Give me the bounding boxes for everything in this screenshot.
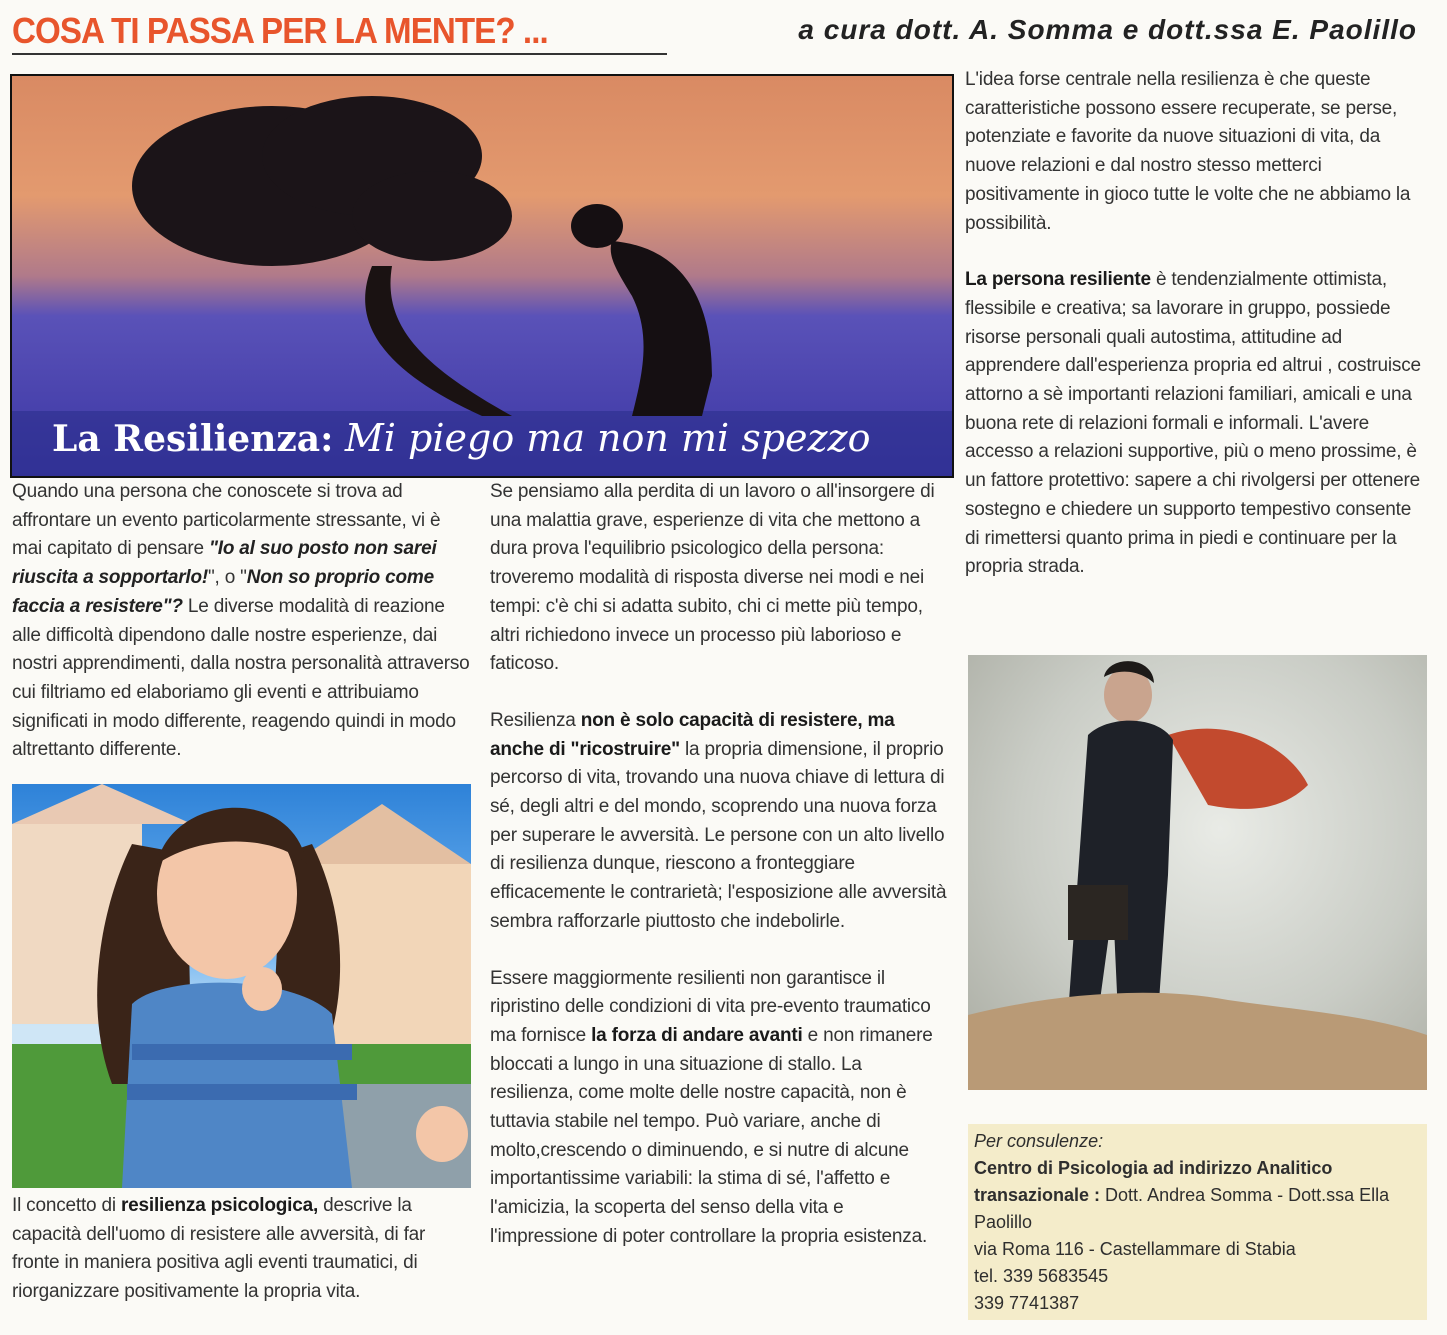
hero-title-subtitle: Mi piego ma non mi spezzo: [344, 416, 871, 460]
contact-phone-1: tel. 339 5683545: [974, 1266, 1109, 1286]
col1-p2-text-a: Il concetto di: [12, 1195, 121, 1216]
col1-p2-text-c: descrive la capacità dell'uomo di resistere alle avversità, di far fronte in maniera positiva agli eventi traumatici, di riorganizzare positivamente la propria vita.: [12, 1195, 426, 1303]
col1-p1-text-a: Quando una persona che conoscete si trova ad affrontare un evento particolarmente stressante, vi è mai capitato di pensare: [12, 481, 441, 560]
hero-image: [10, 74, 954, 478]
col1-p1-text-b: ", o ": [208, 567, 247, 589]
contact-center-name: Centro di Psicologia ad indirizzo Analitico transazionale :: [974, 1158, 1333, 1205]
col3-p2-text: è tendenzialmente ottimista, flessibile e creativa; sa lavorare in gruppo, possiede risorse personali quali autostima, attitudine ad apprendere dall'esperienza propria ed altrui , costruisce attorno a sè importanti relazioni familiari, amicali e una buona rete di relazioni formali e informali. L'avere accesso a relazioni supportive, più o meno prossime, è un fattore protettivo: sapere a chi rivolgersi per ottenere sostegno e chiedere un supporto tempestivo consente di rimettersi quanto prima in piedi e continuare per la propria strada.: [965, 269, 1421, 578]
contact-phone-2: 339 7741387: [974, 1293, 1080, 1313]
businessman-photo: [968, 655, 1427, 1090]
col3-p2-bold: La persona resiliente: [965, 269, 1151, 291]
col2-p3-bold: la forza di andare avanti: [591, 1024, 803, 1046]
col2-p2-bold: non è solo capacità di resistere, ma anche di "ricostruire": [490, 709, 895, 760]
column-3: [965, 66, 1427, 610]
col1-paragraph-1: [12, 478, 472, 765]
rubric-underline: [12, 53, 667, 55]
col2-p2-text-a: Resilienza: [490, 709, 581, 731]
hero-title-main: La Resilienza:: [52, 418, 334, 460]
column-2: [490, 478, 948, 1280]
col2-p3-text-a: Essere maggiormente resilienti non garantisce il ripristino delle condizioni di vita pre-evento traumatico ma fornisce: [490, 967, 931, 1046]
col1-paragraph-2: [12, 1192, 472, 1307]
section-rubric: COSA TI PASSA PER LA MENTE? ...: [12, 10, 548, 51]
col1-p1-quote-2: Non so proprio come faccia a resistere"?: [12, 567, 434, 617]
col2-p3-text-c: e non rimanere bloccati a lungo in una situazione di stallo. La resilienza, come molte delle nostre capacità, non è tuttavia stabile nel tempo. Può variare, anche di molto,crescendo o diminuendo, e si nutre di alcune importantissime variabili: la stima di sé, l'affetto e l'amicizia, la scoperta del senso della vita e l'impressione di poter controllare la propria esistenza.: [490, 1024, 933, 1247]
column-1-bottom: [12, 1192, 472, 1335]
col3-paragraph-1: L'idea forse centrale nella resilienza è che queste caratteristiche possono essere recuperate, se perse, potenziate e favorite da nuove situazioni di vita, da nuove relazioni e dal nostro stesso metterci positivamente in gioco tutte le volte che ne abbiamo la possibilità.: [965, 69, 1411, 234]
woman-illustration-scene: [12, 784, 471, 1188]
contact-box: [968, 1124, 1427, 1320]
woman-illustration: [12, 784, 471, 1188]
article-byline: a cura dott. A. Somma e dott.ssa E. Paolillo: [798, 14, 1417, 45]
col2-paragraph-3: [490, 965, 948, 1252]
col3-paragraph-2: [965, 266, 1427, 582]
col1-p2-bold: resilienza psicologica,: [120, 1195, 319, 1216]
contact-center: [974, 1155, 1421, 1236]
businessman-scene: [968, 655, 1427, 1090]
col1-p1-text-c: Le diverse modalità di reazione alle difficoltà dipendono dalle nostre esperienze, dai nostri apprendimenti, dalla nostra personalità attraverso cui filtriamo ed elaboriamo gli eventi e attribuiamo significati in modo differente, reagendo quindi in modo altrettanto differente.: [12, 595, 470, 761]
col1-p1-quote-1: "Io al suo posto non sarei riuscita a sopportarlo!: [12, 538, 437, 589]
col2-paragraph-1: Se pensiamo alla perdita di un lavoro o all'insorgere di una malattia grave, esperienze di vita che mettono a dura prova l'equilibrio psicologico della persona: troveremo modalità di risposta diverse nei modi e nei tempi: c'è chi si adatta subito, chi ci mette più tempo, altri richiedono invece un processo più laborioso e faticoso.: [490, 481, 935, 675]
col2-paragraph-2: [490, 707, 948, 937]
column-1: [12, 478, 472, 793]
contact-names: Dott. Andrea Somma - Dott.ssa Ella Paolillo: [974, 1185, 1390, 1232]
col2-p2-text-c: la propria dimensione, il proprio percorso di vita, trovando una nuova chiave di lettura di sé, degli altri e del mondo, scoprendo una nuova forza per superare le avversità. Le persone con un alto livello di resilienza dunque, riescono a fronteggiare efficacemente le contrarietà; l'esposizione alle avversità sembra rafforzarle piuttosto che indebolirle.: [490, 738, 947, 932]
contact-label: Per consulenze:: [974, 1131, 1104, 1151]
contact-address: via Roma 116 - Castellammare di Stabia: [974, 1239, 1296, 1259]
hero-title: [52, 416, 870, 460]
